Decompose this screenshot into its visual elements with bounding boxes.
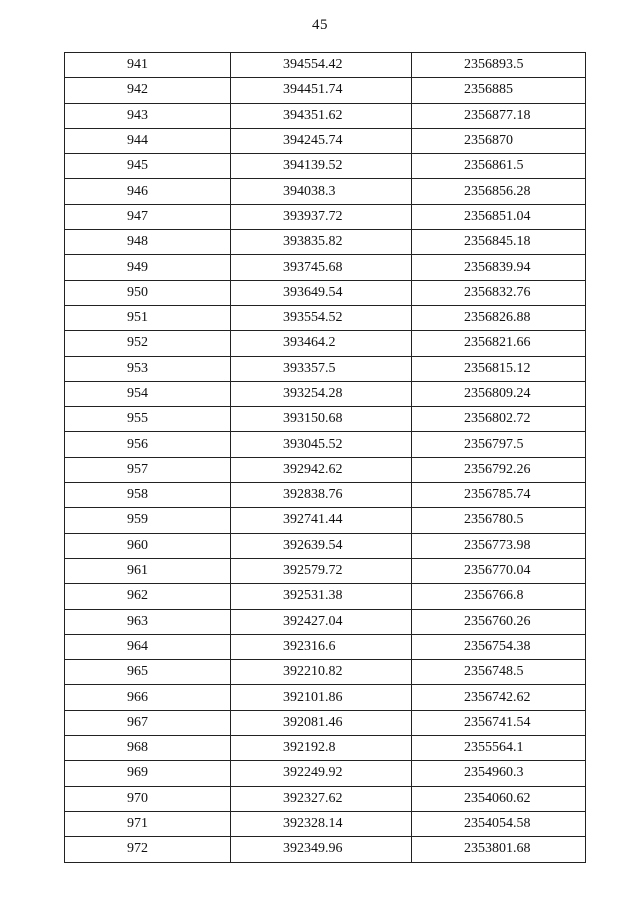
y-coordinate-cell: 2356809.24 [412,381,586,406]
x-coordinate-cell: 394351.62 [231,103,412,128]
table-row [65,154,586,179]
point-number-cell: 955 [65,407,231,432]
table-row [65,103,586,128]
y-coordinate-cell: 2356741.54 [412,710,586,735]
y-coordinate-cell: 2356748.5 [412,660,586,685]
y-coordinate-cell: 2356754.38 [412,634,586,659]
y-coordinate-cell: 2354060.62 [412,786,586,811]
table-row [65,280,586,305]
table-row [65,204,586,229]
table-row [65,837,586,862]
x-coordinate-cell: 394245.74 [231,128,412,153]
table-row [65,584,586,609]
x-coordinate-cell: 393649.54 [231,280,412,305]
x-coordinate-cell: 393254.28 [231,381,412,406]
table-row [65,381,586,406]
point-number-cell: 960 [65,533,231,558]
y-coordinate-cell: 2355564.1 [412,736,586,761]
point-number-cell: 950 [65,280,231,305]
x-coordinate-cell: 392081.46 [231,710,412,735]
y-coordinate-cell: 2356856.28 [412,179,586,204]
point-number-cell: 964 [65,634,231,659]
table-row [65,356,586,381]
table-row [65,761,586,786]
y-coordinate-cell: 2356821.66 [412,331,586,356]
coordinates-table [64,52,586,863]
table-row [65,558,586,583]
x-coordinate-cell: 394038.3 [231,179,412,204]
table-row [65,179,586,204]
y-coordinate-cell: 2356766.8 [412,584,586,609]
table-row [65,407,586,432]
point-number-cell: 941 [65,53,231,78]
point-number-cell: 952 [65,331,231,356]
x-coordinate-cell: 392249.92 [231,761,412,786]
y-coordinate-cell: 2356797.5 [412,432,586,457]
x-coordinate-cell: 394451.74 [231,78,412,103]
table-row [65,811,586,836]
y-coordinate-cell: 2356893.5 [412,53,586,78]
y-coordinate-cell: 2356760.26 [412,609,586,634]
x-coordinate-cell: 393835.82 [231,230,412,255]
point-number-cell: 947 [65,204,231,229]
point-number-cell: 972 [65,837,231,862]
point-number-cell: 966 [65,685,231,710]
table-row [65,660,586,685]
point-number-cell: 942 [65,78,231,103]
x-coordinate-cell: 392942.62 [231,457,412,482]
x-coordinate-cell: 393745.68 [231,255,412,280]
x-coordinate-cell: 393150.68 [231,407,412,432]
point-number-cell: 948 [65,230,231,255]
x-coordinate-cell: 392741.44 [231,508,412,533]
point-number-cell: 943 [65,103,231,128]
x-coordinate-cell: 392639.54 [231,533,412,558]
table-row [65,255,586,280]
y-coordinate-cell: 2356770.04 [412,558,586,583]
y-coordinate-cell: 2356802.72 [412,407,586,432]
point-number-cell: 967 [65,710,231,735]
table-row [65,483,586,508]
table-row [65,305,586,330]
x-coordinate-cell: 393045.52 [231,432,412,457]
point-number-cell: 962 [65,584,231,609]
point-number-cell: 946 [65,179,231,204]
x-coordinate-cell: 392316.6 [231,634,412,659]
y-coordinate-cell: 2356839.94 [412,255,586,280]
point-number-cell: 971 [65,811,231,836]
x-coordinate-cell: 392192.8 [231,736,412,761]
point-number-cell: 945 [65,154,231,179]
x-coordinate-cell: 392328.14 [231,811,412,836]
point-number-cell: 959 [65,508,231,533]
point-number-cell: 963 [65,609,231,634]
table-row [65,53,586,78]
table-row [65,685,586,710]
x-coordinate-cell: 393357.5 [231,356,412,381]
table-row [65,710,586,735]
point-number-cell: 953 [65,356,231,381]
y-coordinate-cell: 2356792.26 [412,457,586,482]
table-row [65,508,586,533]
table-row [65,533,586,558]
x-coordinate-cell: 392210.82 [231,660,412,685]
point-number-cell: 965 [65,660,231,685]
point-number-cell: 970 [65,786,231,811]
point-number-cell: 957 [65,457,231,482]
table-row [65,331,586,356]
table-row [65,609,586,634]
x-coordinate-cell: 392531.38 [231,584,412,609]
table-row [65,634,586,659]
point-number-cell: 949 [65,255,231,280]
y-coordinate-cell: 2353801.68 [412,837,586,862]
y-coordinate-cell: 2356832.76 [412,280,586,305]
point-number-cell: 969 [65,761,231,786]
x-coordinate-cell: 394554.42 [231,53,412,78]
table-row [65,128,586,153]
page-number: 45 [312,17,328,33]
x-coordinate-cell: 392349.96 [231,837,412,862]
y-coordinate-cell: 2356877.18 [412,103,586,128]
y-coordinate-cell: 2356826.88 [412,305,586,330]
x-coordinate-cell: 392579.72 [231,558,412,583]
point-number-cell: 944 [65,128,231,153]
point-number-cell: 954 [65,381,231,406]
point-number-cell: 958 [65,483,231,508]
x-coordinate-cell: 392427.04 [231,609,412,634]
point-number-cell: 951 [65,305,231,330]
y-coordinate-cell: 2356870 [412,128,586,153]
table-row [65,457,586,482]
y-coordinate-cell: 2354960.3 [412,761,586,786]
point-number-cell: 968 [65,736,231,761]
x-coordinate-cell: 392838.76 [231,483,412,508]
table-row [65,230,586,255]
x-coordinate-cell: 393554.52 [231,305,412,330]
x-coordinate-cell: 393464.2 [231,331,412,356]
table-row [65,736,586,761]
point-number-cell: 961 [65,558,231,583]
y-coordinate-cell: 2356773.98 [412,533,586,558]
y-coordinate-cell: 2356780.5 [412,508,586,533]
y-coordinate-cell: 2356845.18 [412,230,586,255]
table-row [65,786,586,811]
y-coordinate-cell: 2356785.74 [412,483,586,508]
y-coordinate-cell: 2356742.62 [412,685,586,710]
y-coordinate-cell: 2356885 [412,78,586,103]
x-coordinate-cell: 392327.62 [231,786,412,811]
y-coordinate-cell: 2356851.04 [412,204,586,229]
table-row [65,432,586,457]
point-number-cell: 956 [65,432,231,457]
y-coordinate-cell: 2354054.58 [412,811,586,836]
coordinates-table-body [65,53,586,863]
y-coordinate-cell: 2356815.12 [412,356,586,381]
x-coordinate-cell: 393937.72 [231,204,412,229]
table-row [65,78,586,103]
y-coordinate-cell: 2356861.5 [412,154,586,179]
x-coordinate-cell: 392101.86 [231,685,412,710]
x-coordinate-cell: 394139.52 [231,154,412,179]
